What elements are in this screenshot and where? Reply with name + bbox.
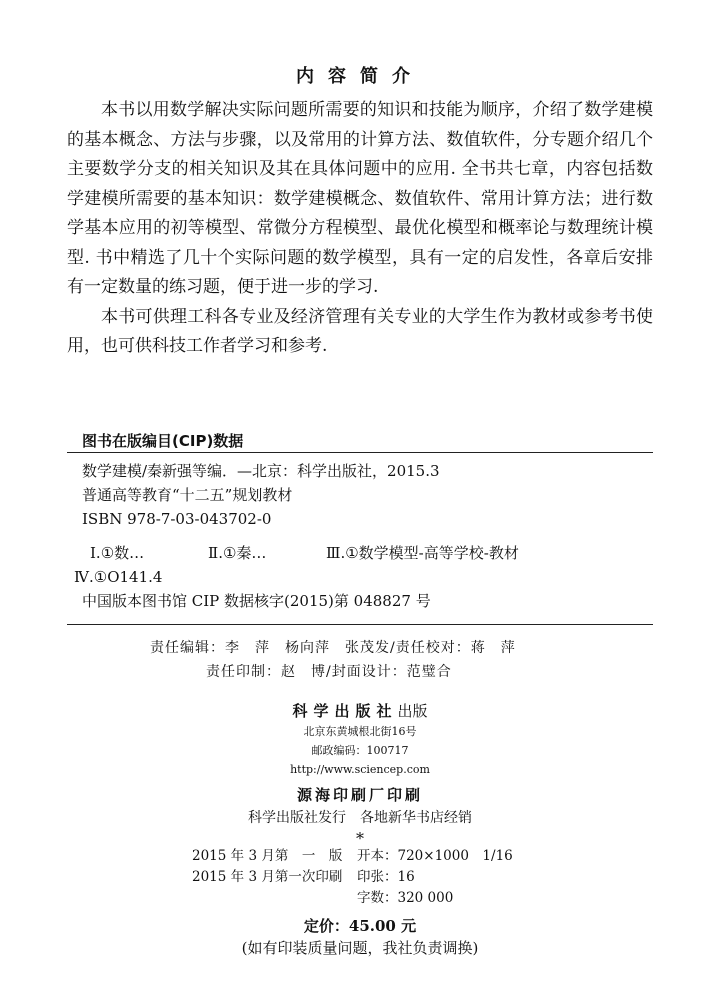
cip-line-title: 数学建模/秦新强等编．—北京：科学出版社，2015.3 [82,462,440,480]
cip-bottom-rule [67,624,653,625]
cip-top-rule [67,452,653,453]
print-specs [0,829,720,909]
cip-line-series: 普通高等教育“十二五”规划教材 [82,486,293,504]
intro-title: 内容简介 [296,66,424,87]
cip-class-2: Ⅱ.①秦… [208,544,267,562]
printer-line: 源海印刷厂印刷 [296,786,423,804]
spec-sheets: 印张：16 [357,869,415,885]
spec-edition: 2015 年 3 月第 一 版 [192,848,343,864]
staff-line-editors: 责任编辑：李 萍 杨向萍 张茂发/责任校对：蒋 萍 [150,640,516,656]
cip-number: 中国版本图书馆 CIP 数据核字(2015)第 048827 号 [82,592,431,610]
spec-row-words [0,888,720,909]
spec-printing: 2015 年 3 月第一次印刷 [192,869,343,885]
distributor-line: 科学出版社发行 各地新华书店经销 [248,810,472,826]
cip-class-3: Ⅲ.①数学模型-高等学校-教材 [326,544,519,562]
spec-format: 开本：720×1000 1/16 [357,848,513,864]
publisher-address: 北京东黄城根北街16号 [303,725,417,738]
cip-classification [90,541,662,565]
price: 定价：45.00 元 [303,917,417,935]
separator-star: * [356,829,364,848]
intro-body [67,96,653,362]
publisher-postcode: 邮政编码：100717 [311,744,409,757]
publisher-suffix: 出版 [397,702,428,720]
publisher-line [0,700,720,722]
cip-title: 图书在版编目(CIP)数据 [82,432,244,450]
cip-line-isbn: ISBN 978-7-03-043702-0 [82,510,272,528]
publisher-name: 科学出版社 [292,702,398,720]
cip-class-1: Ⅰ.①数… [90,544,145,562]
spec-words: 字数：320 000 [357,890,454,906]
publisher-url: http://www.sciencep.com [290,763,430,776]
intro-paragraph-2: 本书可供理工科各专业及经济管理有关专业的大学生作为教材或参考书使用，也可供科技工作者学习和参考. [67,306,653,356]
intro-paragraph-1: 本书以用数学解决实际问题所需要的知识和技能为顺序，介绍了数学建模的基本概念、方法与步骤，以及常用的计算方法、数值软件，分专题介绍几个主要数学分支的相关知识及其在具体问题中的应用. 全书共七章，内容包括数学建模所需要的基本知识：数学建模概念、数值软件、常用计算方法；进行数学基本应用的初等模型、常微分方程模型、最优化模型和概率论与数理统计模型. 书中精选了几十个实际问题的数学模型，具有一定的启发性，各章后安排有一定数量的练习题，便于进一步的学习. [67,100,653,297]
spec-row-edition [0,846,720,867]
publisher-block [0,700,720,829]
staff-line-production: 责任印制：赵 博/封面设计：范璧合 [206,664,452,680]
spec-row-printing [0,867,720,888]
quality-notice: (如有印装质量问题，我社负责调换) [241,939,479,957]
cip-class-4: Ⅳ.①O141.4 [74,568,163,586]
cip-record [74,459,662,589]
staff-credits [150,636,516,684]
